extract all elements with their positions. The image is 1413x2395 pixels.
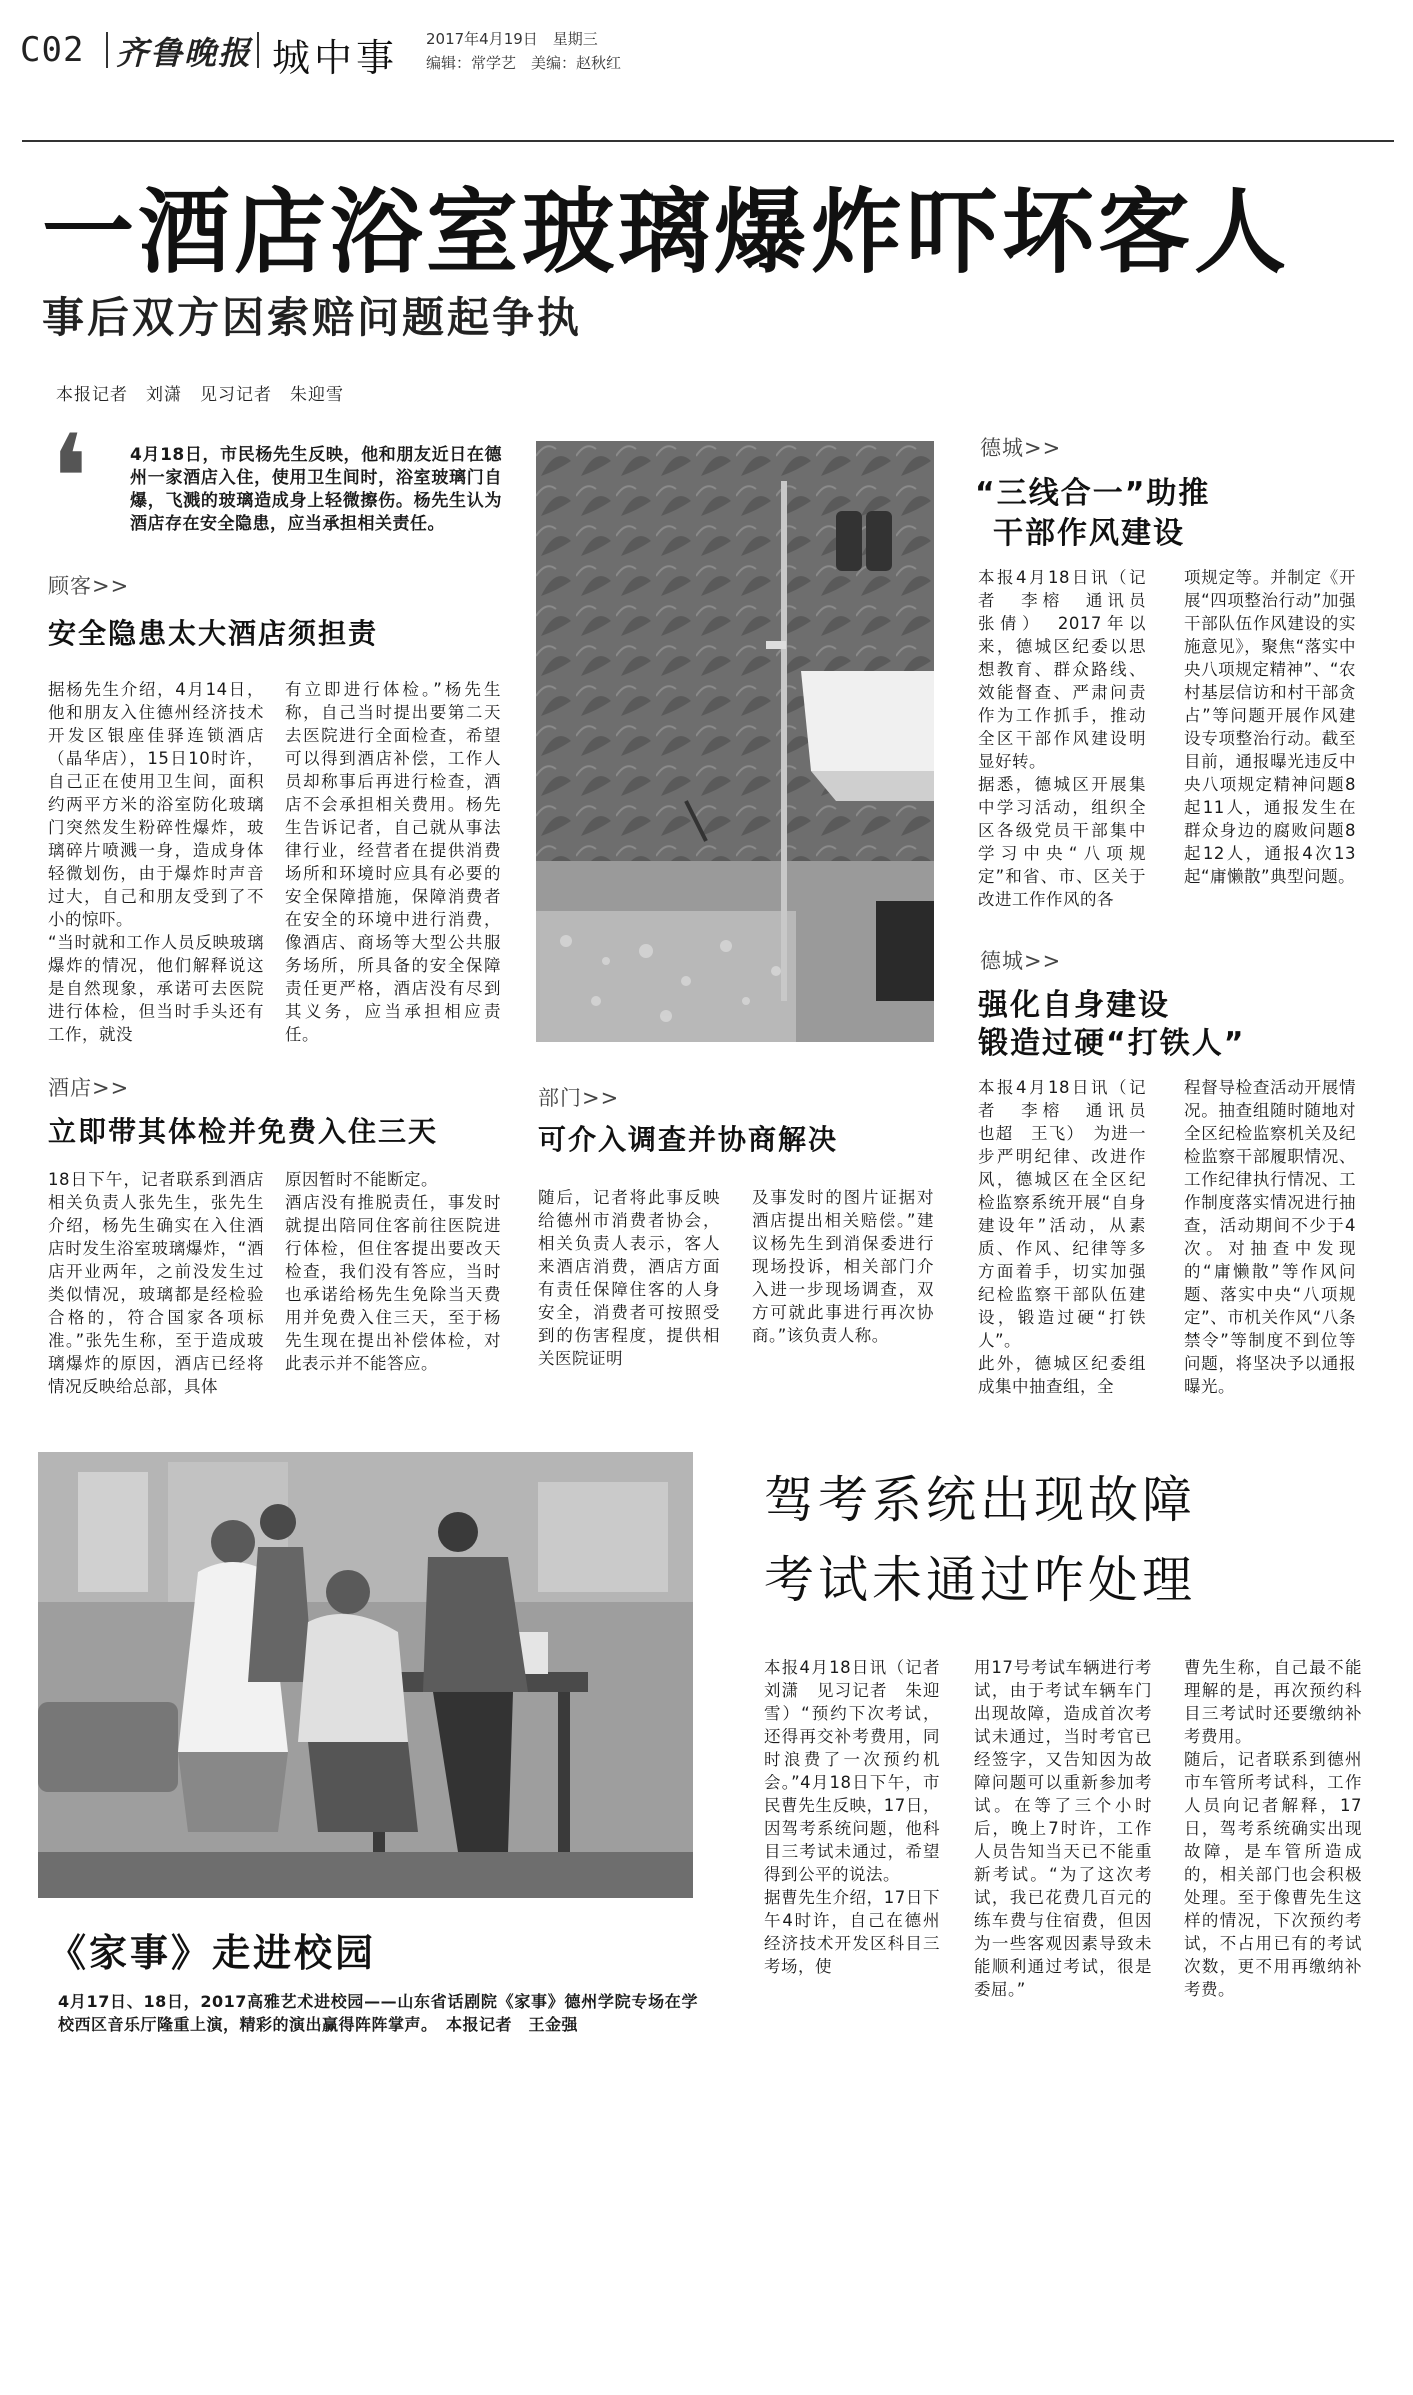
right-story2-title-2: 锻造过硬“打铁人”	[978, 1026, 1246, 1061]
exam-headline-2: 考试未通过咋处理	[764, 1551, 1196, 1609]
photo-story-caption: 4月17日、18日，2017高雅艺术进校园——山东省话剧院《家事》德州学院专场在学校西区音乐厅隆重上演，精彩的演出赢得阵阵掌声。 本报记者 王金强	[58, 1992, 698, 2034]
section-label-decheng-2: 德城>>	[980, 949, 1062, 973]
right-story2-title-1: 强化自身建设	[978, 988, 1170, 1023]
photo-story-headline: 《家事》走进校园	[48, 1931, 377, 1975]
section-body-customer-col2: 有立即进行体检。”杨先生称，自己当时提出要第二天去医院进行全面检查，希望可以得到酒店补偿，工作人员却称事后再进行检查，酒店不会承担相关费用。杨先生告诉记者，自己就从事法律行业，经营者在提供消费场所和环境时应具有必要的安全保障措施，保障消费者在安全的环境中进行消费，像酒店、商场等大型公共服务场所，所具备的安全保障责任更严格，酒店没有尽到其义务，应当承担相应责任。	[285, 680, 501, 1044]
exam-headline-1: 驾考系统出现故障	[764, 1471, 1196, 1529]
page-code: C02	[20, 30, 85, 70]
section-body-department-col2: 及事发时的图片证据对酒店提出相关赔偿。”建议杨先生到消保委进行现场投诉，相关部门介入进一步现场调查，双方可就此事进行再次协商。”该负责人称。	[752, 1188, 934, 1345]
masthead-divider-2	[257, 32, 259, 68]
right-story1-col2: 项规定等。并制定《开展“四项整治行动”加强干部队伍作风建设的实施意见》，聚焦“落实中央八项规定精神”、“农村基层信访和村干部贪占”等问题开展作风建设专项整治行动。截至目前，通报曝光违反中央八项规定精神问题8起11人，通报发生在群众身边的腐败问题8起12人，通报4次13起“庸懒散”典型问题。	[1184, 568, 1356, 886]
exam-body-col3: 曹先生称，自己最不能理解的是，再次预约科目三考试时还要缴纳补考费用。 随后，记者联系到德州市车管所考试科，工作人员向记者解释，17日，驾考系统确实出现故障，是车管所造成的，相关部门也会积极处理。至于像曹先生这样的情况，下次预约考试，不占用已有的考试次数，更不用再缴纳补考费。	[1184, 1658, 1362, 1999]
lead-intro: 4月18日，市民杨先生反映，他和朋友近日在德州一家酒店入住，使用卫生间时，浴室玻璃门自爆，飞溅的玻璃造成身上轻微擦伤。杨先生认为酒店存在安全隐患，应当承担相关责任。	[130, 445, 502, 534]
lead-byline: 本报记者 刘潇 见习记者 朱迎雪	[56, 385, 344, 405]
lead-headline: 一酒店浴室玻璃爆炸吓坏客人	[42, 179, 1291, 286]
lead-subhead: 事后双方因索赔问题起争执	[42, 293, 583, 342]
right-story1-col1: 本报4月18日讯（记者 李榕 通讯员 张倩） 2017年以来，德城区纪委以思想教育、群众路线、效能督查、严肃问责作为工作抓手，推动全区干部作风建设明显好转。 据悉，德城区开展集中学习活动，组织全区各级党员干部集中学习中央“八项规定”和省、市、区关于改进工作作风的各	[978, 568, 1146, 909]
section-title-customer: 安全隐患太大酒店须担责	[48, 617, 379, 650]
section-title-hotel: 立即带其体检并免费入住三天	[48, 1115, 439, 1148]
section-label-decheng-1: 德城>>	[980, 436, 1062, 460]
section-label-department: 部门>>	[538, 1086, 620, 1110]
exam-body-col2: 用17号考试车辆进行考试，由于考试车辆车门出现故障，造成首次考试未通过，当时考官已经签字，又告知因为故障问题可以重新参加考试。在等了三个小时后，晚上7时许，工作人员告知当天已不能重新考试。“为了这次考试，我已花费几百元的练车费与住宿费，但因为一些客观因素导致未能顺利通过考试，很是委屈。”	[974, 1658, 1152, 1999]
section-body-department-col1: 随后，记者将此事反映给德州市消费者协会，相关负责人表示，客人来酒店消费，酒店方面有责任保障住客的人身安全，消费者可按照受到的伤害程度，提供相关医院证明	[538, 1188, 720, 1368]
stage-photo	[38, 1452, 693, 1898]
section-name: 城中事	[272, 36, 399, 80]
quote-mark-icon: ❛	[50, 410, 89, 549]
right-story1-title-2: 干部作风建设	[993, 516, 1185, 551]
exam-body-col1: 本报4月18日讯（记者 刘潇 见习记者 朱迎雪）“预约下次考试，还得再交补考费用，同时浪费了一次预约机会。”4月18日下午，市民曹先生反映，17日，因驾考系统问题，他科目三考试未通过，希望得到公平的说法。 据曹先生介绍，17日下午4时许，自己在德州经济技术开发区科目三考场，使	[764, 1658, 940, 1976]
issue-date: 2017年4月19日 星期三	[426, 30, 598, 48]
section-label-customer: 顾客>>	[48, 574, 130, 598]
right-story2-col1: 本报4月18日讯（记者 李榕 通讯员 也超 王飞） 为进一步严明纪律、改进作风，德城区在全区纪检监察系统开展“自身建设年”活动，从素质、作风、纪律等多方面着手，切实加强纪检监察干部队伍建设，锻造过硬“打铁人”。 此外，德城区纪委组成集中抽查组，全	[978, 1078, 1146, 1396]
section-label-hotel: 酒店>>	[48, 1076, 130, 1100]
header-rule	[22, 140, 1394, 142]
right-story2-col2: 程督导检查活动开展情况。抽查组随时随地对全区纪检监察机关及纪检监察干部履职情况、工作纪律执行情况、工作制度落实情况进行抽查，活动期间不少于4次。对抽查中发现的“庸懒散”等作风问题、落实中央“八项规定”、市机关作风“八条禁令”等制度不到位等问题，将坚决予以通报曝光。	[1184, 1078, 1356, 1396]
masthead-divider-1	[106, 32, 108, 68]
editors: 编辑：常学艺 美编：赵秋红	[426, 54, 622, 72]
paper-name: 齐鲁晚报	[116, 34, 253, 72]
section-body-hotel-col1: 18日下午，记者联系到酒店相关负责人张先生，张先生介绍，杨先生确实在入住酒店时发生浴室玻璃爆炸，“酒店开业两年，之前没发生过类似情况，玻璃都是经检验合格的，符合国家各项标准。”张先生称，至于造成玻璃爆炸的原因，酒店已经将情况反映给总部，具体	[48, 1170, 264, 1396]
section-title-department: 可介入调查并协商解决	[538, 1123, 839, 1156]
section-body-hotel-col2: 原因暂时不能断定。 酒店没有推脱责任，事发时就提出陪同住客前往医院进行体检，但住客提出要改天检查，我们没有答应，当时也承诺给杨先生免除当天费用并免费入住三天，至于杨先生现在提出补偿体检，对此表示并不能答应。	[285, 1170, 501, 1373]
section-body-customer-col1: 据杨先生介绍，4月14日，他和朋友入住德州经济技术开发区银座佳驿连锁酒店（晶华店），15日10时许，自己正在使用卫生间，面积约两平方米的浴室防化玻璃门突然发生粉碎性爆炸，玻璃碎片喷溅一身，造成身体轻微划伤，由于爆炸时声音过大，自己和朋友受到了不小的惊吓。 “当时就和工作人员反映玻璃爆炸的情况，他们解释说这是自然现象，承诺可去医院进行体检，但当时手头还有工作，就没	[48, 680, 264, 1044]
bathroom-photo	[536, 441, 934, 1042]
right-story1-title-1: “三线合一”助推	[975, 476, 1211, 511]
